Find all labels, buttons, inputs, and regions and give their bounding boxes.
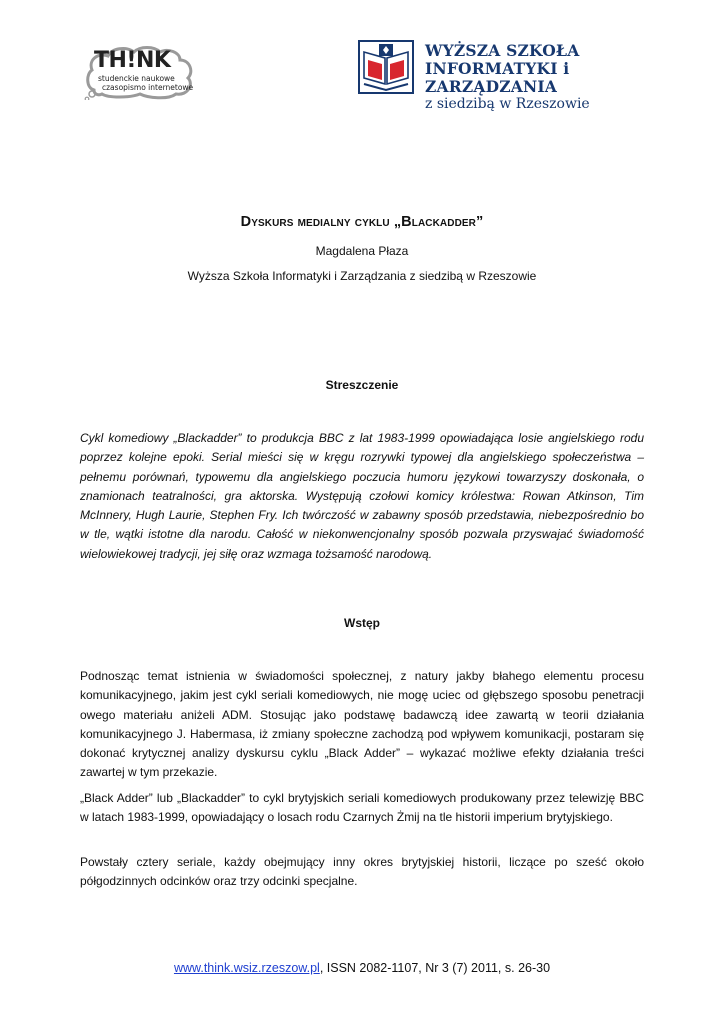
article-author: Magdalena Płaza [315,244,409,258]
intro-paragraph-1: Podnosząc temat istnienia w świadomości społecznej, z natury jakby błahego elementu procesu komunikacyjnego, jakim jest cykl seriali komediowych, nie mogę uciec od głębszego sposobu penetracji owego materiału aniżeli ADM. Stosując jako podstawę badawczą idee zawartą w teorii działania komunikacyjnego J. Habermasa, iż zmiany społeczne zachodzą pod wpływem komunikacji, postaram się dokonać krytycznej analizy dyskursu cyklu „Black Adder” – wykazać możliwe efekty działania treści zawartej w tym przekazie. [80,669,644,780]
university-emblem-icon [358,40,418,96]
university-name-line3: z siedzibą w Rzeszowie [425,96,590,112]
think-tagline-line2: czasopismo internetowe [102,83,194,92]
article-title: Dyskurs medialny cyklu „Blackadder” [240,214,484,230]
university-name-line1: WYŻSZA SZKOŁA [425,41,580,60]
article-affiliation: Wyższa Szkoła Informatyki i Zarządzania z siedzibą w Rzeszowie [187,269,537,283]
intro-paragraph-3: Powstały cztery seriale, każdy obejmujący inny okres brytyjskiej historii, liczące po sześć około półgodzinnych odcinków oraz trzy odcinki specjalne. [80,855,644,889]
journal-link[interactable]: www.think.wsiz.rzeszow.pl [173,961,320,975]
wsiz-logo [358,40,658,112]
think-tagline [98,74,193,92]
intro-paragraph-2: „Black Adder” lub „Blackadder” to cykl brytyjskich seriali komediowych produkowany przez telewizję BBC w latach 1983-1999, opowiadający o losach rodu Czarnych Żmij na tle historii imperium brytyjskiego. [80,791,644,825]
university-name [425,42,658,113]
intro-heading: Wstęp [344,616,380,630]
think-tagline-line1: studenckie naukowe [98,74,175,83]
abstract-text: Cykl komediowy „Blackadder” to produkcja BBC z lat 1983-1999 opowiadająca losie angielskiego rodu poprzez kolejne epoki. Serial mieści się w kręgu rozrywki typowej dla angielskiego społeczeństwa – pełnemu porównań, typowemu dla angielskiego poczucia humoru językowi towarzyszy doskonała, o znamionach teatralności, gra aktorska. Występują czołowi komicy królestwa: Rowan Atkinson, Tim McInnery, Hugh Laurie, Stephen Fry. Ich twórczość w zabawny sposób przedstawia, niebezpośrednio bo w tle, wątki istotne dla narodu. Całość w niekonwencjonalny sposób pozwala przyswajać świadomość wielowiekowej tradycji, jej siłę oraz wzmaga tożsamość narodową. [80,431,644,561]
abstract-heading: Streszczenie [325,378,399,392]
university-name-line2: INFORMATYKI i ZARZĄDZANIA [425,59,570,96]
think-wordmark: TH!NK [94,48,171,73]
page-footer [0,961,724,975]
journal-citation: , ISSN 2082-1107, Nr 3 (7) 2011, s. 26-30 [319,961,551,975]
think-logo [84,44,196,100]
